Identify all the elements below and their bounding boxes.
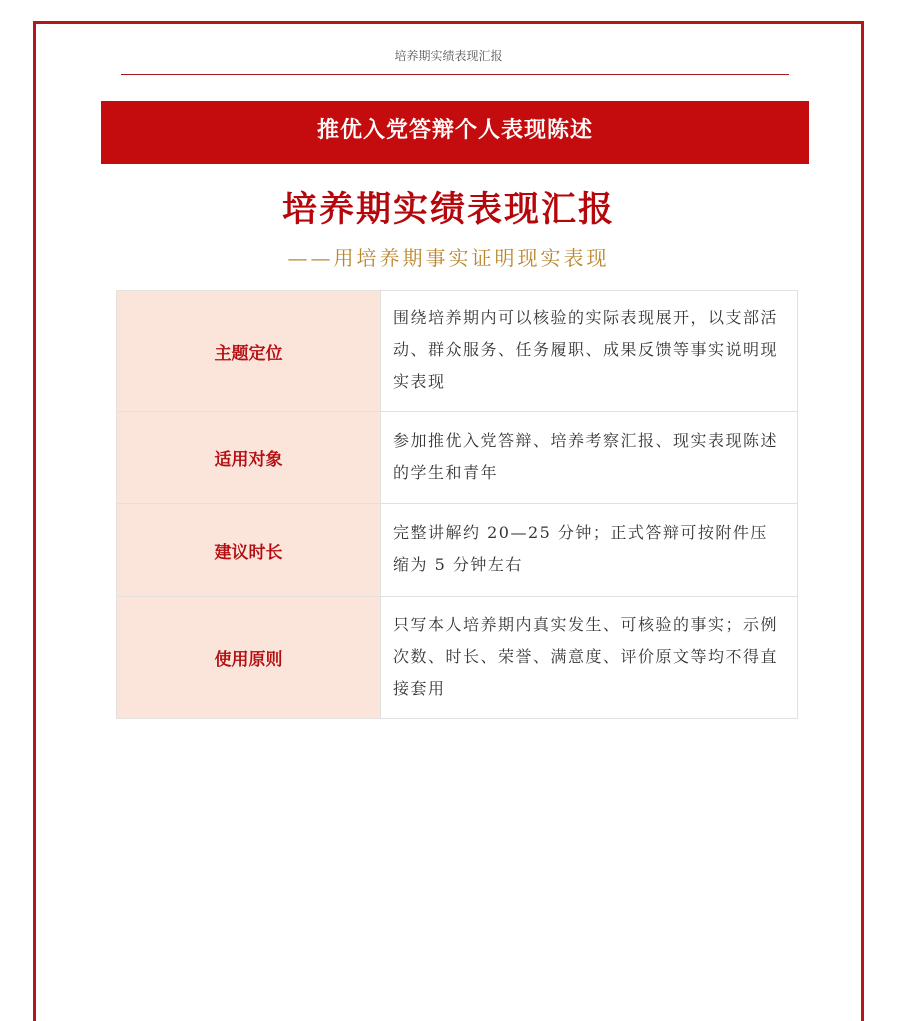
row-value: 围绕培养期内可以核验的实际表现展开，以支部活动、群众服务、任务履职、成果反馈等事实说明现实表现 — [381, 291, 798, 412]
header-divider — [121, 74, 789, 75]
row-value: 只写本人培养期内真实发生、可核验的事实；示例次数、时长、荣誉、满意度、评价原文等均不得直接套用 — [381, 597, 798, 719]
table-row — [117, 504, 798, 597]
row-label: 使用原则 — [117, 597, 381, 719]
table-row — [117, 412, 798, 504]
table-row — [117, 597, 798, 719]
page-title: 培养期实绩表现汇报 — [281, 190, 615, 230]
row-value: 参加推优入党答辩、培养考察汇报、现实表现陈述的学生和青年 — [381, 412, 798, 504]
row-label: 建议时长 — [117, 504, 381, 597]
row-label: 主题定位 — [117, 291, 381, 412]
page-frame — [33, 21, 864, 1021]
row-label: 适用对象 — [117, 412, 381, 504]
table-row — [117, 291, 798, 412]
banner: 推优入党答辩个人表现陈述 — [101, 101, 809, 164]
running-header: 培养期实绩表现汇报 — [394, 49, 503, 63]
info-table — [116, 290, 798, 719]
page-subtitle: ——用培养期事实证明现实表现 — [287, 246, 610, 270]
row-value: 完整讲解约 20—25 分钟；正式答辩可按附件压缩为 5 分钟左右 — [381, 504, 798, 597]
